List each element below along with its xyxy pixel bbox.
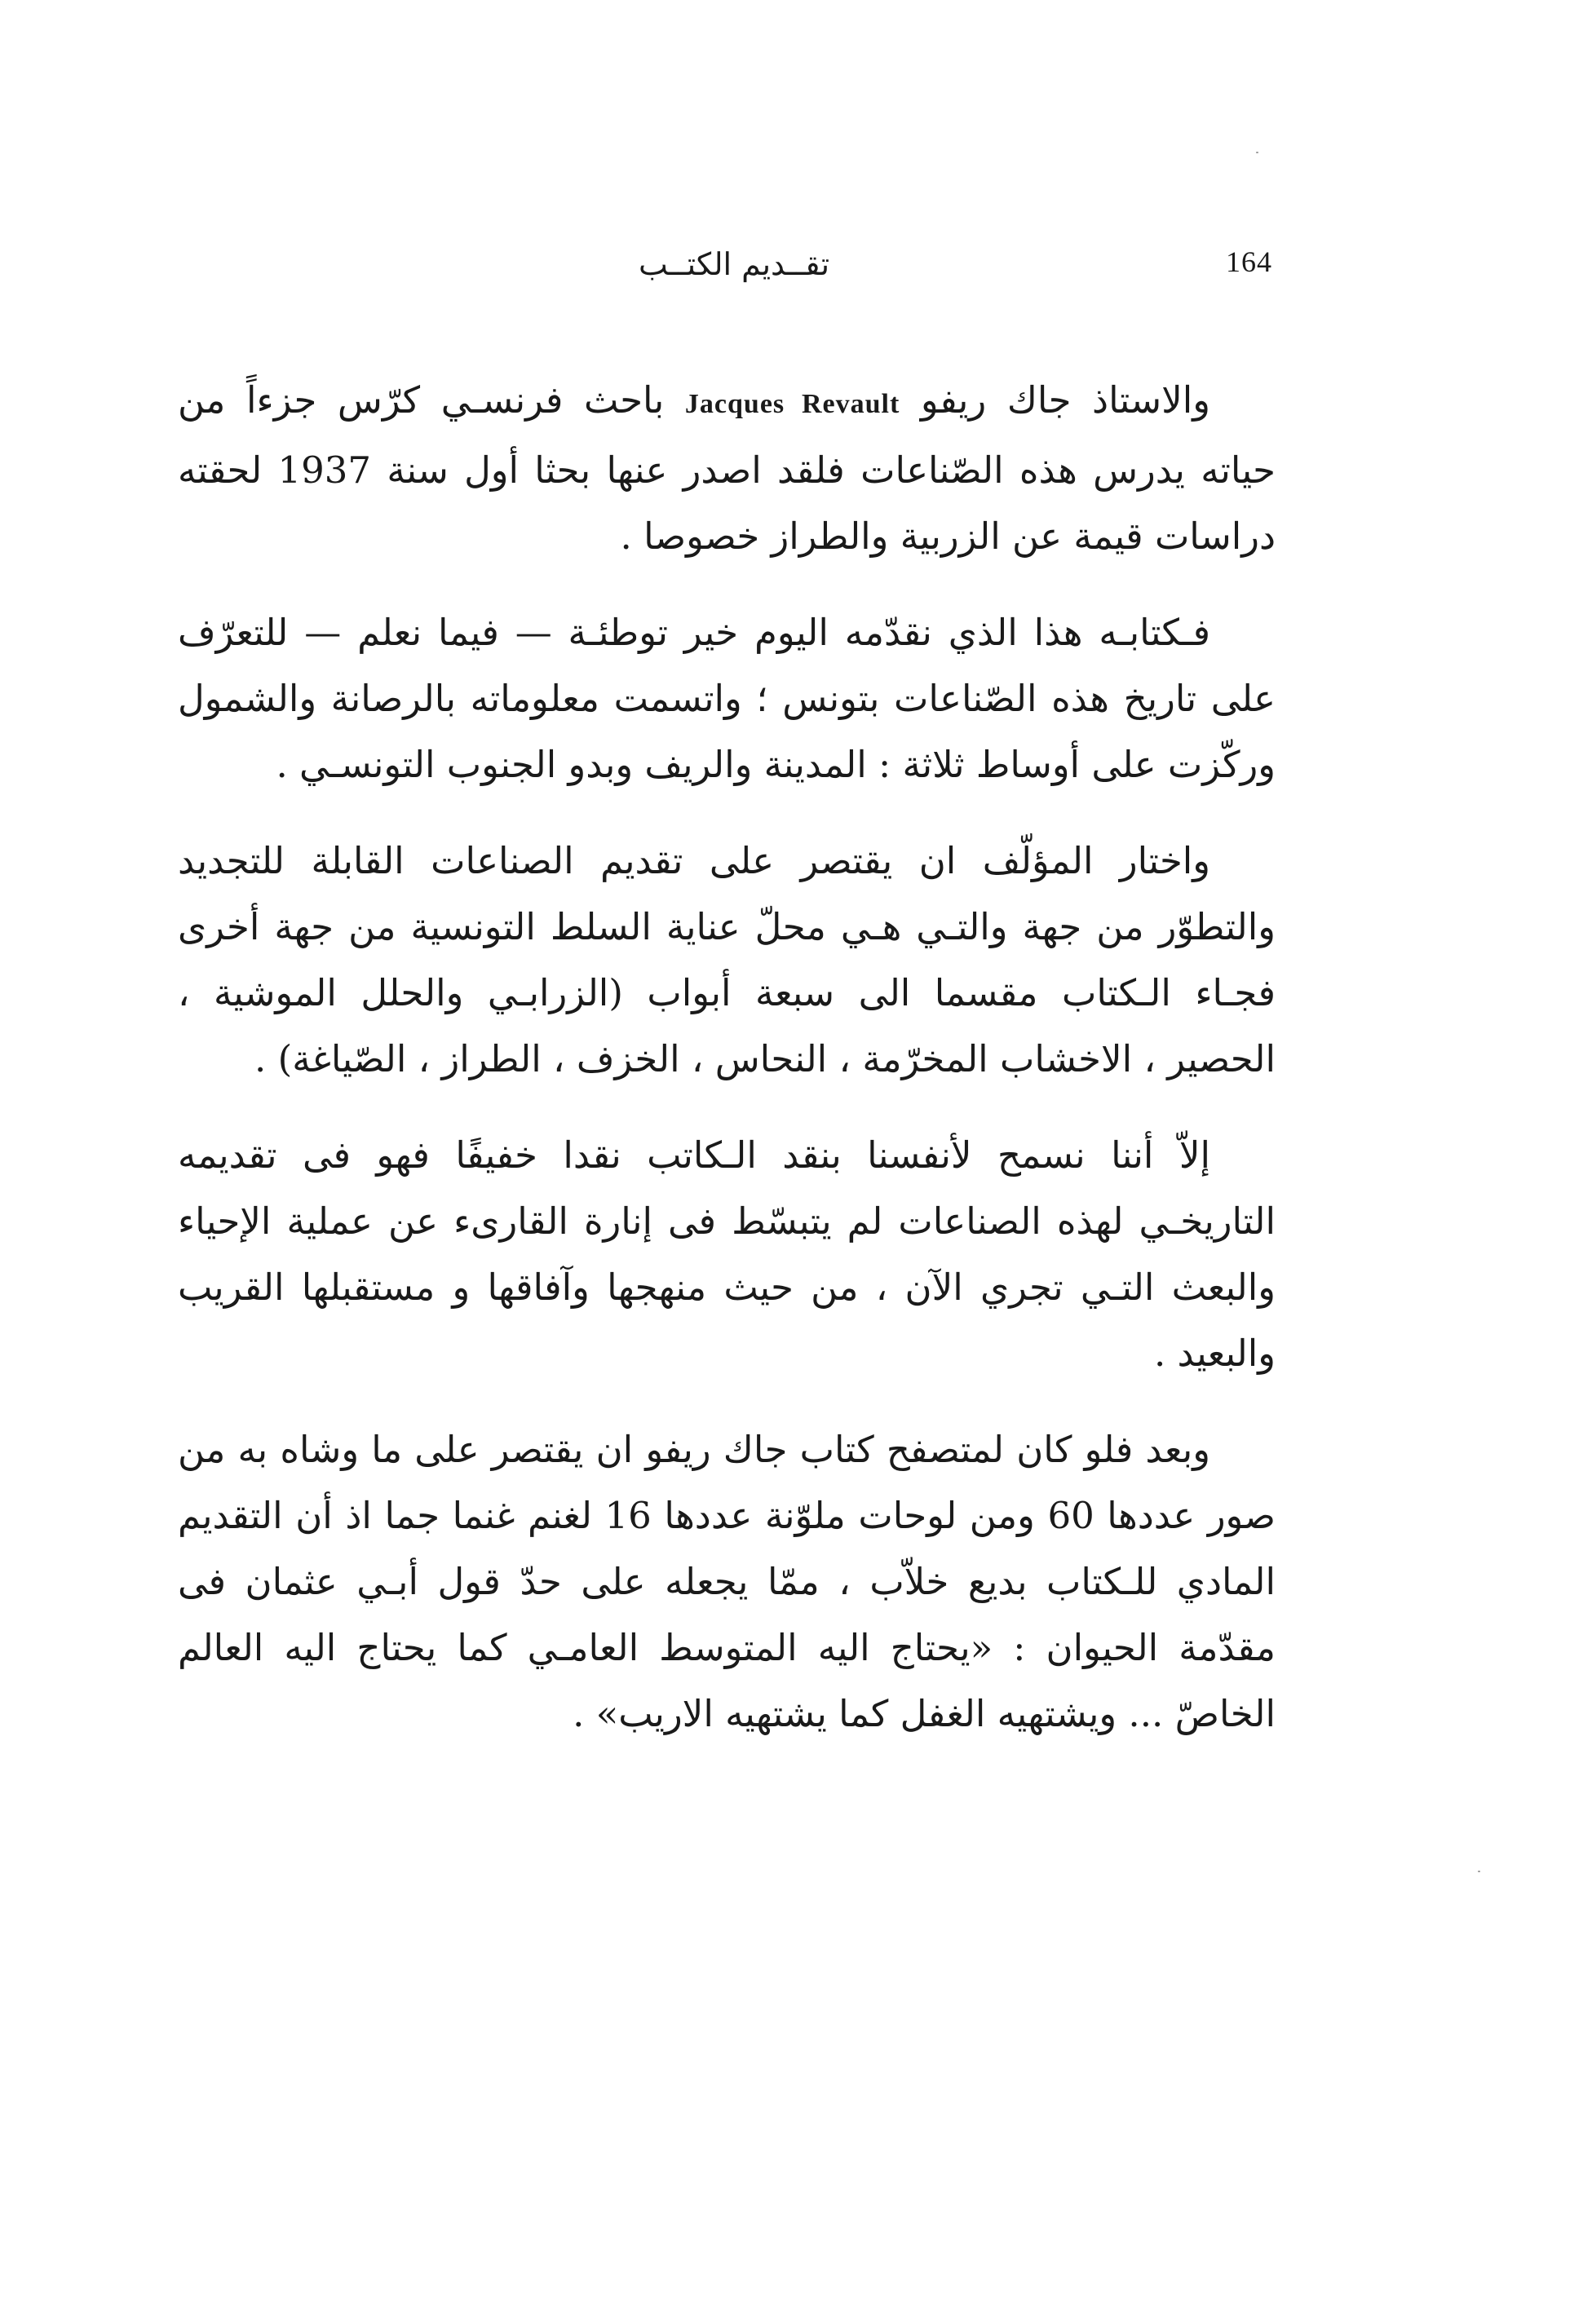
paragraph-5: وبعد فلو كان لمتصفح كتاب جاك ريفو ان يقتصر على ما وشاه به من صور عددها 60 ومن لوحات ملوّنة عددها 16 لغنم غنما جما اذ أن التقديم المادي للـكتاب بديع خلاّب ، ممّا يجعله على حدّ قول أبـي عثمان فى مقدّمة الحيوان : «يحتاج اليه المتوسط العامـي كما يحتاج اليه العالم الخاصّ ... ويشتهيه الغفل كما يشتهيه الاريب» . xyxy=(178,1428,1276,1735)
paragraph-2: فـكتابـه هذا الذي نقدّمه اليوم خير توطئـة — فيما نعلم — للتعرّف على تاريخ هذه الصّناعات بتونس ؛ واتسمت معلوماته بالرصانة والشمول وركّزت على أوساط ثلاثة : المدينة والريف وبدو الجنوب التونسـي . xyxy=(178,611,1276,786)
paragraph-1-before: والاستاذ جاك ريفو xyxy=(900,378,1210,422)
paragraph-3: واختار المؤلّف ان يقتصر على تقديم الصناعات القابلة للتجديد والتطوّر من جهة والتـي هـي محلّ عناية السلط التونسية من جهة أخرى فجـاء الـكتاب مقسما الى سبعة أبواب (الزرابـي والحلل الموشية ، الحصير ، الاخشاب المخرّمة ، النحاس ، الخزف ، الطراز ، الصّياغة) . xyxy=(178,839,1276,1080)
page-number: 164 xyxy=(1226,245,1272,278)
body-text xyxy=(178,367,1276,1777)
author-latin-name: Jacques Revault xyxy=(684,389,900,419)
paragraph-1 xyxy=(178,367,1276,569)
running-head xyxy=(179,245,1272,294)
paragraph-1-after: باحث فرنسـي كرّس جزءاً من حياته يدرس هذه الصّناعات فلقد اصدر عنها بحثا أول سنة 1937 لحقته دراسات قيمة عن الزربية والطراز خصوصا . xyxy=(178,378,1276,558)
running-head-title: تقــديم الكتــب xyxy=(638,246,830,282)
scan-speck xyxy=(1478,1871,1480,1872)
paragraph-4: إلاّ أننا نسمح لأنفسنا بنقد الـكاتب نقدا خفيفًا فهو فى تقديمه التاريخـي لهذه الصناعات لم يتبسّط فى إنارة القارىء عن عملية الإحياء والبعث التـي تجري الآن ، من حيث منهجها وآفاقها و مستقبلها القريب والبعيد . xyxy=(178,1133,1276,1375)
scan-speck xyxy=(1256,152,1258,153)
